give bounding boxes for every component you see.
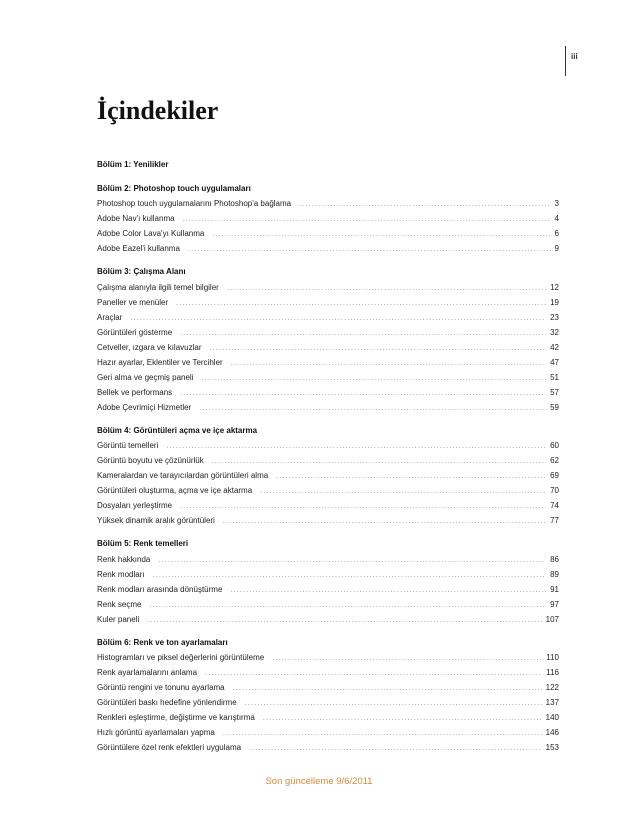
toc-entry-label: Renkleri eşleştirme, değiştirme ve karıştırma — [97, 713, 255, 722]
toc-entry[interactable] — [97, 612, 559, 627]
dot-leader — [166, 439, 546, 454]
toc-entry-label: Renk modları arasında dönüştürme — [97, 584, 223, 594]
footer-last-updated: Son güncelleme 9/6/2011 — [265, 776, 373, 787]
toc-entry-page: 137 — [545, 698, 559, 707]
toc-entry-page: 59 — [550, 402, 559, 412]
toc-entry-label: Bellek ve performans — [97, 387, 173, 397]
toc-entry-page: 9 — [554, 244, 559, 253]
toc-entry[interactable] — [97, 211, 559, 226]
dot-leader — [263, 711, 542, 726]
toc-entry-page: 122 — [545, 683, 559, 692]
toc-entry-label: Cetveller, ızgara ve kılavuzlar — [97, 342, 202, 352]
dot-leader — [299, 197, 550, 212]
toc-entry[interactable] — [97, 725, 559, 740]
toc-entry-label: Dosyaları yerleştirme — [97, 501, 173, 510]
toc-entry-label: Adobe Color Lava'yı Kullanma — [97, 229, 205, 238]
dot-leader — [201, 371, 546, 386]
dot-leader — [233, 681, 542, 696]
section-heading[interactable]: Bölüm 5: Renk temelleri — [97, 539, 189, 548]
toc-entry-page: 86 — [550, 554, 559, 564]
toc-entry-label: Araçlar — [97, 312, 123, 322]
section-heading[interactable]: Bölüm 2: Photoshop touch uygulamaları — [97, 183, 251, 193]
toc-entry-label: Çalışma alanıyla ilgili temel bilgiler — [97, 282, 219, 292]
toc-entry-label: Renk seçme — [97, 599, 142, 609]
toc-entry-page: 110 — [546, 653, 559, 662]
dot-leader — [205, 666, 542, 681]
toc-entry[interactable] — [97, 468, 559, 483]
toc-entry[interactable] — [97, 438, 559, 453]
toc-entry[interactable] — [97, 513, 559, 528]
toc-entry[interactable] — [97, 241, 559, 256]
toc-entry-page: 60 — [550, 441, 559, 450]
dot-leader — [176, 296, 546, 311]
toc-entry-label: Adobe Nav'ı kullanma — [97, 214, 175, 223]
dot-leader — [249, 741, 542, 756]
dot-leader — [180, 326, 546, 341]
toc-entry-label: Hazır ayarlar, Eklentiler ve Tercihler — [97, 357, 223, 367]
toc-section — [97, 182, 559, 257]
toc-entry-page: 69 — [550, 471, 559, 480]
toc-entry-label: Adobe Çevrimiçi Hizmetler — [97, 402, 192, 412]
toc-entry-page: 116 — [546, 668, 559, 677]
toc-entry[interactable] — [97, 710, 559, 725]
toc-entry[interactable] — [97, 325, 559, 340]
section-heading[interactable]: Bölüm 1: Yenilikler — [97, 160, 169, 169]
toc-entry-label: Görüntüleri gösterme — [97, 327, 173, 337]
toc-entry-label: Geri alma ve geçmiş paneli — [97, 372, 194, 382]
dot-leader — [212, 454, 546, 469]
toc-entry[interactable] — [97, 680, 559, 695]
toc-entry[interactable] — [97, 597, 559, 612]
toc-entry-label: Hızlı görüntü ayarlamaları yapma — [97, 728, 215, 737]
dot-leader — [188, 242, 551, 257]
dot-leader — [212, 227, 550, 242]
dot-leader — [147, 613, 541, 628]
toc-entry-page: 74 — [550, 501, 559, 510]
toc-entry-label: Paneller ve menüler — [97, 297, 169, 307]
dot-leader — [130, 311, 546, 326]
dot-leader — [180, 386, 546, 401]
toc-entry[interactable] — [97, 552, 559, 567]
toc-entry-label: Görüntüleri baskı hedefine yönlendirme — [97, 698, 237, 707]
page-number: iii — [571, 52, 578, 61]
dot-leader — [276, 469, 546, 484]
toc-entry-page: 42 — [550, 342, 559, 352]
toc-entry[interactable] — [97, 665, 559, 680]
toc-entry-label: Histogramları ve piksel değerlerini görüntüleme — [97, 653, 265, 662]
toc-entry-label: Görüntülere özel renk efektleri uygulama — [97, 743, 242, 752]
dot-leader — [223, 726, 542, 741]
toc-entry[interactable] — [97, 196, 559, 211]
toc-entry[interactable] — [97, 650, 559, 665]
section-heading[interactable]: Bölüm 3: Çalışma Alanı — [97, 267, 186, 276]
toc-entry-label: Yüksek dinamik aralık görüntüleri — [97, 516, 215, 525]
toc-entry[interactable] — [97, 280, 559, 295]
toc-section — [97, 265, 559, 415]
toc-section — [97, 636, 559, 756]
toc-entry-label: Görüntü temelleri — [97, 441, 159, 450]
toc-entry-label: Kameralardan ve tarayıcılardan görüntüleri alma — [97, 471, 269, 480]
toc-entry-page: 97 — [550, 599, 559, 609]
toc-entry[interactable] — [97, 295, 559, 310]
toc-entry-label: Adobe Eazel'i kullanma — [97, 244, 180, 253]
table-of-contents — [97, 158, 559, 764]
dot-leader — [158, 553, 546, 568]
toc-entry-page: 3 — [554, 199, 559, 208]
toc-entry[interactable] — [97, 740, 559, 755]
dot-leader — [210, 341, 547, 356]
toc-entry-page: 107 — [545, 614, 559, 624]
toc-entry[interactable] — [97, 385, 559, 400]
toc-entry-page: 19 — [550, 297, 559, 307]
toc-section — [97, 424, 559, 529]
toc-entry-page: 6 — [554, 229, 559, 238]
toc-entry-page: 47 — [550, 357, 559, 367]
toc-entry-page: 23 — [550, 312, 559, 322]
dot-leader — [231, 356, 546, 371]
toc-entry[interactable] — [97, 582, 559, 597]
toc-entry-label: Photoshop touch uygulamalarını Photoshop'a bağlama — [97, 199, 292, 208]
toc-entry[interactable] — [97, 310, 559, 325]
toc-entry-page: 146 — [545, 728, 559, 737]
dot-leader — [272, 651, 542, 666]
header-rule — [565, 46, 566, 76]
dot-leader — [153, 568, 547, 583]
toc-entry-label: Görüntü rengini ve tonunu ayarlama — [97, 683, 225, 692]
toc-entry[interactable] — [97, 370, 559, 385]
toc-entry-label: Görüntüleri oluşturma, açma ve içe aktarma — [97, 486, 253, 495]
toc-section — [97, 158, 559, 173]
toc-entry-page: 51 — [550, 372, 559, 382]
toc-entry-page: 91 — [550, 584, 559, 594]
toc-entry[interactable] — [97, 483, 559, 498]
dot-leader — [180, 499, 546, 514]
dot-leader — [260, 484, 546, 499]
toc-entry-label: Renk ayarlamalarını anlama — [97, 668, 198, 677]
toc-entry[interactable] — [97, 567, 559, 582]
toc-entry[interactable] — [97, 400, 559, 415]
toc-entry-label: Renk modları — [97, 569, 145, 579]
toc-entry-page: 140 — [545, 713, 559, 722]
toc-entry[interactable] — [97, 498, 559, 513]
dot-leader — [227, 281, 546, 296]
dot-leader — [199, 401, 546, 416]
dot-leader — [149, 598, 546, 613]
toc-entry-page: 89 — [550, 569, 559, 579]
page-title: İçindekiler — [97, 96, 219, 125]
section-heading[interactable]: Bölüm 6: Renk ve ton ayarlamaları — [97, 637, 228, 647]
dot-leader — [223, 514, 546, 529]
toc-entry[interactable] — [97, 340, 559, 355]
toc-entry-page: 12 — [550, 282, 559, 292]
toc-entry-label: Görüntü boyutu ve çözünürlük — [97, 456, 204, 465]
toc-entry[interactable] — [97, 453, 559, 468]
toc-entry-page: 32 — [550, 327, 559, 337]
dot-leader — [183, 212, 551, 227]
toc-section — [97, 537, 559, 627]
toc-entry[interactable] — [97, 695, 559, 710]
toc-entry-page: 57 — [550, 387, 559, 397]
toc-entry-page: 153 — [545, 743, 559, 752]
toc-entry-page: 62 — [550, 456, 559, 465]
dot-leader — [230, 583, 546, 598]
section-heading[interactable]: Bölüm 4: Görüntüleri açma ve içe aktarma — [97, 425, 258, 435]
toc-entry-page: 4 — [554, 214, 559, 223]
toc-entry-page: 70 — [550, 486, 559, 495]
toc-entry-label: Kuler paneli — [97, 614, 140, 624]
dot-leader — [245, 696, 542, 711]
toc-entry-page: 77 — [550, 516, 559, 525]
toc-entry-label: Renk hakkında — [97, 554, 151, 564]
toc-entry[interactable] — [97, 355, 559, 370]
toc-entry[interactable] — [97, 226, 559, 241]
